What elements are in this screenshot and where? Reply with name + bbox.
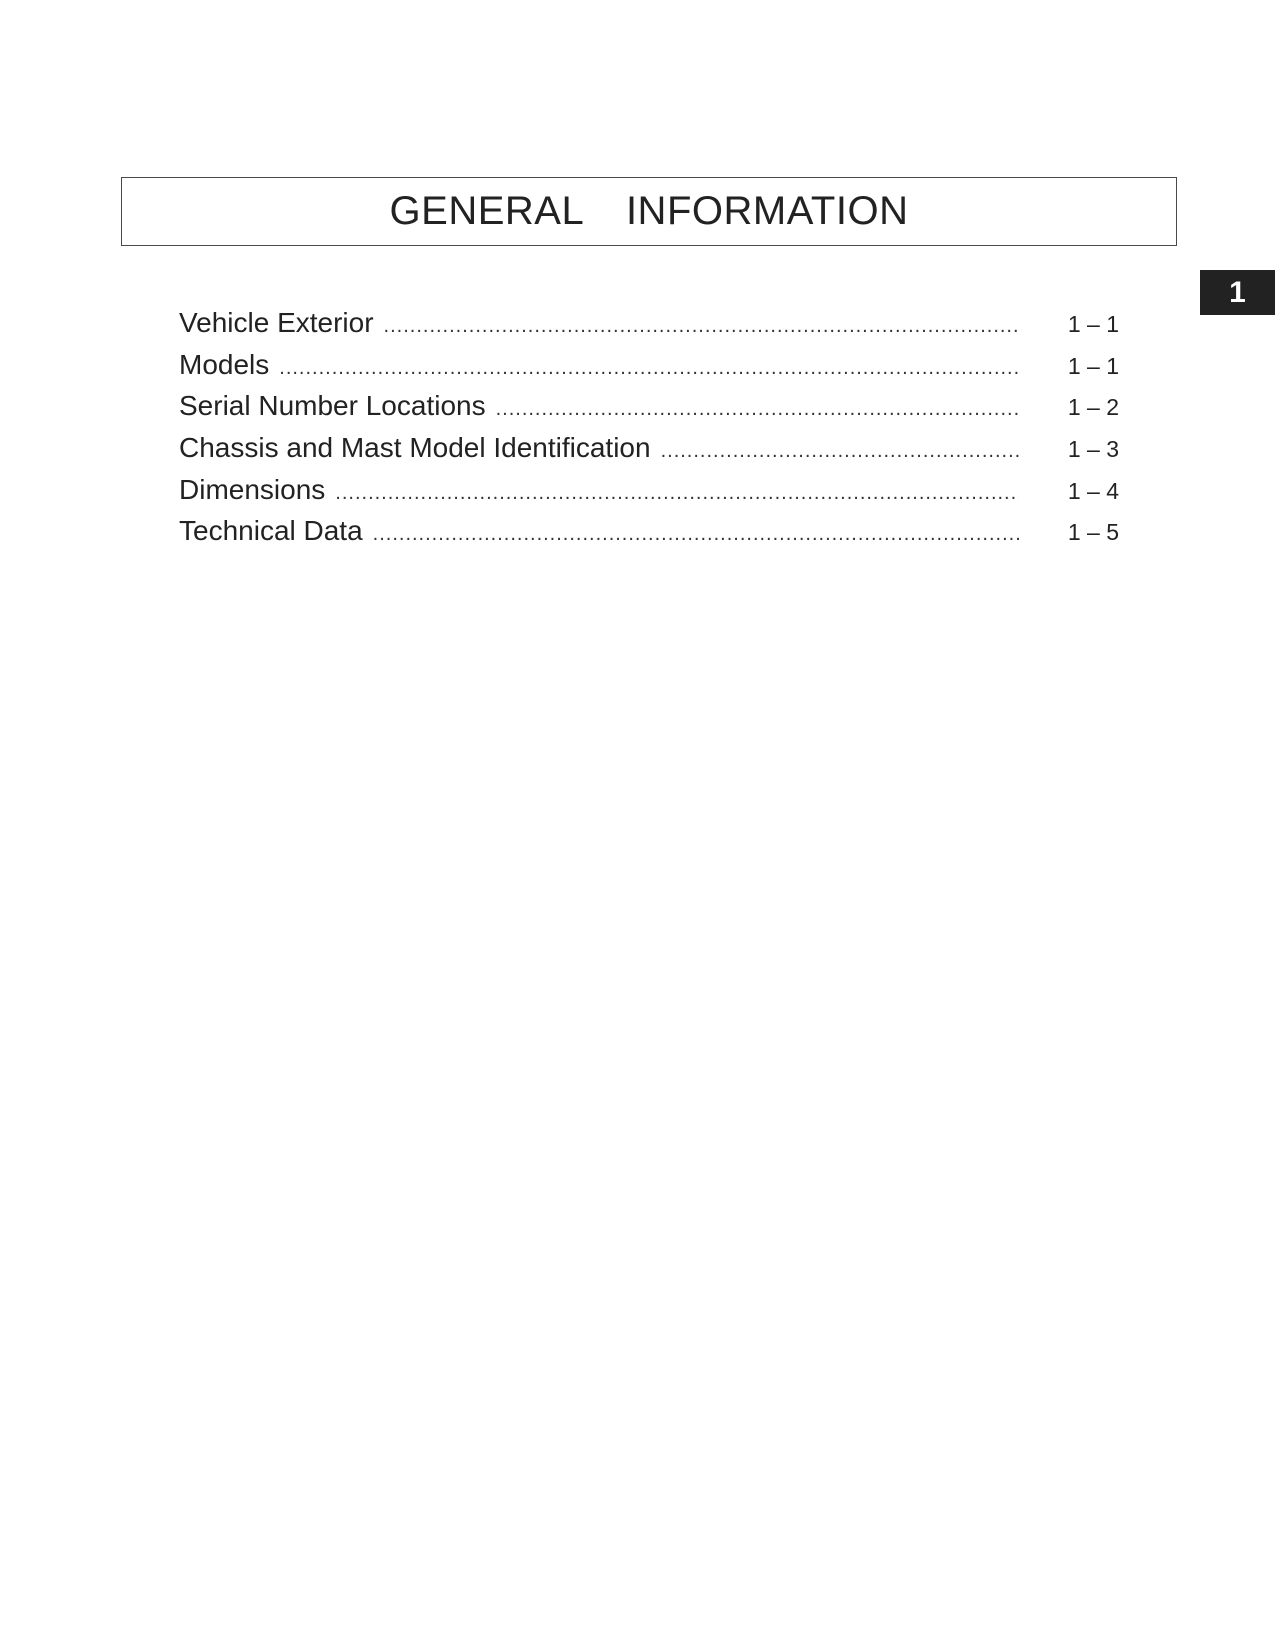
chapter-tab (1200, 270, 1275, 315)
toc-entry-title: Serial Number Locations (179, 390, 486, 422)
toc-entry-page: 1 – 1 (1067, 311, 1119, 337)
toc-entry-page: 1 – 5 (1067, 519, 1119, 546)
toc-entry-serial-number-locations[interactable] (179, 390, 1119, 432)
toc-dot-leader (335, 482, 1019, 505)
section-title-box (121, 177, 1177, 246)
toc-entry-page: 1 – 1 (1067, 352, 1119, 379)
section-title: GENERAL INFORMATION (389, 189, 909, 233)
toc-dot-leader (373, 523, 1019, 546)
toc-entry-title: Dimensions (179, 473, 326, 505)
toc-dot-leader (661, 440, 1019, 463)
toc-entry-models[interactable] (179, 349, 1119, 391)
toc-entry-chassis-mast-model-identification[interactable] (179, 432, 1119, 474)
toc-dot-leader (384, 315, 1019, 338)
toc-entry-page: 1 – 3 (1067, 436, 1119, 463)
toc-dot-leader (279, 357, 1019, 380)
toc-entry-title: Technical Data (179, 515, 363, 547)
toc-entry-technical-data[interactable] (179, 515, 1119, 557)
toc-entry-page: 1 – 2 (1067, 394, 1119, 421)
toc-dot-leader (496, 398, 1019, 421)
toc-entry-title: Chassis and Mast Model Identification (179, 432, 651, 464)
chapter-number: 1 (1229, 275, 1246, 309)
table-of-contents (179, 307, 1119, 557)
toc-entry-title: Models (179, 348, 270, 380)
toc-entry-page: 1 – 4 (1067, 477, 1119, 504)
toc-entry-title: Vehicle Exterior (179, 307, 374, 338)
toc-entry-vehicle-exterior[interactable] (179, 307, 1119, 349)
toc-entry-dimensions[interactable] (179, 474, 1119, 516)
